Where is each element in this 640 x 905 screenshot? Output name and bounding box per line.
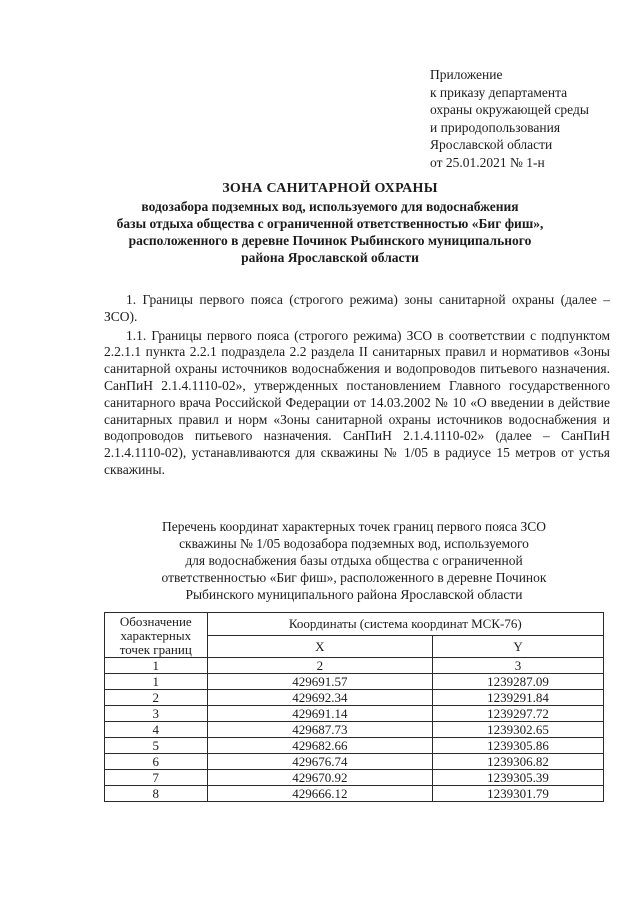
title-line: расположенного в деревне Починок Рыбинского муниципального (128, 233, 532, 248)
table-cell: 1239301.79 (433, 786, 604, 802)
header-x-cell: X (207, 635, 433, 658)
table-row (105, 738, 604, 754)
table-row (105, 674, 604, 690)
header-y-cell: Y (433, 635, 604, 658)
title-line: водозабора подземных вод, используемого для водоснабжения (141, 199, 519, 214)
table-cell: 1239306.82 (433, 754, 604, 770)
table-cell: 3 (433, 658, 604, 674)
annex-line: Приложение (430, 67, 503, 82)
table-cell: 1239305.86 (433, 738, 604, 754)
annex-line: Ярославской области (430, 137, 553, 152)
table-row (105, 706, 604, 722)
list-title-line: для водоснабжения базы отдыха общества с ограниченной (185, 553, 523, 568)
table-number-row (105, 658, 604, 674)
list-title-line: скважины № 1/05 водозабора подземных вод, используемого (179, 536, 529, 551)
table-cell: 1239287.09 (433, 674, 604, 690)
table-cell: 8 (105, 786, 208, 802)
table-cell: 1 (105, 658, 208, 674)
table-cell: 2 (105, 690, 208, 706)
table-header-row (105, 613, 604, 636)
paragraph-section-1-1: 1.1. Границы первого пояса (строгого режима) ЗСО в соответствии с подпунктом 2.2.1.1 пункта 2.2.1 подраздела 2.2 раздела II санитарных правил и нормативов «Зоны санитарной охраны источников водоснабжения и водопроводов питьевого назначения. СанПиН 2.1.4.1110-02», утвержденных постановлением Главного государственного санитарного врача Российской Федерации от 14.03.2002 № 10 «О введении в действие санитарных правил и норм «Зоны санитарной охраны источников водоснабжения и водопроводов питьевого назначения. СанПиН 2.1.4.1110-02» (далее – СанПиН 2.1.4.1110-02), устанавливаются для скважины № 1/05 в радиусе 15 метров от устья скважины. (104, 327, 610, 477)
table-row (105, 690, 604, 706)
table-cell: 1 (105, 674, 208, 690)
title-line: района Ярославской области (241, 250, 419, 265)
table-row (105, 786, 604, 802)
header-point-cell: Обозначение характерных точек границ (105, 613, 208, 658)
list-title-line: Рыбинского муниципального района Ярославской области (185, 587, 523, 602)
table-cell: 6 (105, 754, 208, 770)
annex-line: охраны окружающей среды (430, 102, 589, 117)
table-row (105, 754, 604, 770)
document-title (80, 180, 580, 266)
table-cell: 1239305.39 (433, 770, 604, 786)
header-coords-cell: Координаты (система координат МСК-76) (207, 613, 603, 636)
table-row (105, 722, 604, 738)
paragraph-section-1: 1. Границы первого пояса (строгого режима) зоны санитарной охраны (далее – ЗСО). (104, 292, 610, 324)
title-main: ЗОНА САНИТАРНОЙ ОХРАНЫ (222, 181, 438, 196)
annex-line: к приказу департамента (430, 84, 568, 100)
table-cell: 3 (105, 706, 208, 722)
table-cell: 1239291.84 (433, 690, 604, 706)
table-cell: 429691.14 (207, 706, 433, 722)
table-cell: 429687.73 (207, 722, 433, 738)
table-cell: 429682.66 (207, 738, 433, 754)
table-cell: 4 (105, 722, 208, 738)
table-row (105, 770, 604, 786)
annex-line: от 25.01.2021 № 1-н (430, 154, 545, 170)
list-title-line: Перечень координат характерных точек границ первого пояса ЗСО (161, 519, 547, 534)
table-cell: 1239302.65 (433, 722, 604, 738)
title-line: базы отдыха общества с ограниченной ответственностью «Биг фиш», (116, 216, 544, 231)
list-title-line: ответственностью «Биг фиш», расположенного в деревне Починок (161, 570, 547, 585)
annex-line: и природопользования (430, 119, 561, 135)
table-cell: 429691.57 (207, 674, 433, 690)
table-cell: 429666.12 (207, 786, 433, 802)
coordinates-table (104, 612, 604, 802)
coordinates-list-title (120, 518, 588, 603)
body-text (104, 292, 610, 479)
annex-block (430, 66, 589, 171)
table-cell: 429676.74 (207, 754, 433, 770)
table-cell: 5 (105, 738, 208, 754)
table-cell: 429692.34 (207, 690, 433, 706)
table-cell: 2 (207, 658, 433, 674)
table-cell: 429670.92 (207, 770, 433, 786)
table-cell: 7 (105, 770, 208, 786)
table-cell: 1239297.72 (433, 706, 604, 722)
